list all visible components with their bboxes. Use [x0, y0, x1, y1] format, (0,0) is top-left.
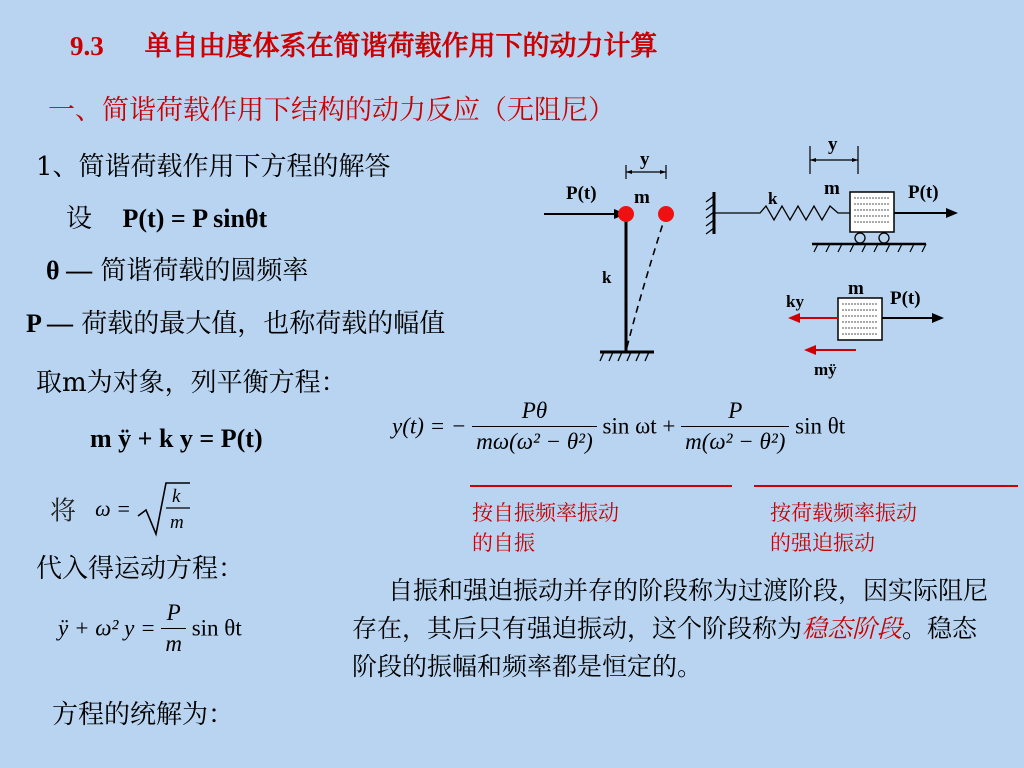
sqrt-sign	[136, 480, 192, 538]
solution-heading: 1、简谐荷载作用下方程的解答	[36, 152, 391, 182]
paragraph-line2: 。稳态阶段的振幅和频率都是恒定的。	[352, 614, 978, 681]
underline-forced-vibration	[754, 485, 1018, 487]
assume-line	[66, 198, 267, 235]
p-symbol: P —	[26, 309, 73, 338]
note-forced-vibration	[770, 498, 917, 558]
section-title: 单自由度体系在简谐荷载作用下的动力计算	[144, 31, 658, 62]
roller-left-icon	[855, 233, 865, 243]
section-number: 9.3	[70, 31, 104, 61]
spring-icon	[714, 206, 850, 220]
omega-num: k	[172, 486, 181, 507]
fbd-inertia-force-label: mÿ	[814, 360, 837, 379]
omega-definition	[50, 480, 192, 536]
theta-text: 简谐荷载的圆频率	[100, 256, 309, 286]
p-definition	[26, 303, 445, 340]
eq2-rhs: sin θt	[191, 615, 242, 641]
general-solution-label: 方程的统解为：	[52, 700, 235, 730]
term1-trig: sin ωt +	[602, 413, 676, 439]
eq2-lhs: ÿ + ω² y =	[58, 615, 156, 641]
general-solution-formula	[392, 398, 845, 455]
column-mass-label: m	[634, 187, 650, 208]
eq2-fraction	[161, 600, 186, 657]
page-title	[70, 24, 658, 63]
paragraph-line1: 自振和强迫振动并存的阶段称为过渡阶段，因实际阻尼存在，其后只有强迫振动，这个阶段称为	[352, 576, 989, 643]
theta-definition	[46, 250, 308, 287]
theta-symbol: θ —	[46, 256, 93, 285]
assume-label: 设	[66, 204, 93, 234]
omega-lhs: ω =	[95, 496, 131, 521]
omega-den: m	[170, 512, 184, 533]
mass-point-icon	[618, 206, 634, 222]
spring-mass-diagram	[700, 130, 970, 255]
substitute-label: 将	[50, 496, 77, 527]
load-expression: P(t) = P sinθt	[122, 204, 268, 233]
spring-stiffness-label: k	[768, 189, 778, 208]
term2-fraction	[681, 398, 789, 455]
fbd-mass-label: m	[848, 278, 864, 299]
spring-mass-label: m	[824, 178, 840, 199]
free-body-diagram	[780, 276, 960, 386]
term2-trig: sin θt	[795, 413, 846, 439]
roller-right-icon	[879, 233, 889, 243]
fbd-spring-force-label: ky	[786, 292, 804, 311]
note1-line1: 按自振频率振动	[472, 501, 619, 525]
column-diagram	[540, 145, 690, 370]
term2-num: P	[728, 398, 743, 423]
note2-line2: 的强迫振动	[770, 531, 875, 555]
eq2-num: P	[166, 600, 181, 625]
fbd-load-label: P(t)	[890, 288, 921, 309]
note2-line1: 按荷载频率振动	[770, 501, 917, 525]
eq2-den: m	[161, 628, 186, 657]
spring-disp-label: y	[828, 134, 838, 155]
steady-state-term: 稳态阶段	[802, 614, 903, 643]
displaced-mass-icon	[658, 206, 674, 222]
column-disp-label: y	[640, 149, 650, 170]
motion-equation-label: 代入得运动方程：	[36, 554, 245, 584]
underline-free-vibration	[470, 485, 732, 487]
solution-lhs: y(t) = −	[392, 413, 467, 439]
equation-of-motion: m ÿ + k y = P(t)	[90, 424, 263, 453]
note-free-vibration	[472, 498, 619, 558]
term2-den: m(ω² − θ²)	[681, 426, 789, 455]
column-load-label: P(t)	[566, 183, 597, 204]
take-object-line: 取m为对象，列平衡方程：	[36, 368, 347, 398]
p-text: 荷载的最大值，也称荷载的幅值	[81, 309, 446, 339]
transient-steady-paragraph	[352, 572, 992, 686]
column-stiffness-label: k	[602, 268, 612, 287]
spring-load-label: P(t)	[908, 182, 939, 203]
subsection-title: 一、简谐荷载作用下结构的动力反应（无阻尼）	[48, 95, 615, 126]
note1-line2: 的自振	[472, 531, 535, 555]
term1-fraction	[472, 398, 597, 455]
term1-den: mω(ω² − θ²)	[472, 426, 597, 455]
term1-num: Pθ	[521, 398, 548, 423]
motion-equation	[58, 600, 242, 657]
